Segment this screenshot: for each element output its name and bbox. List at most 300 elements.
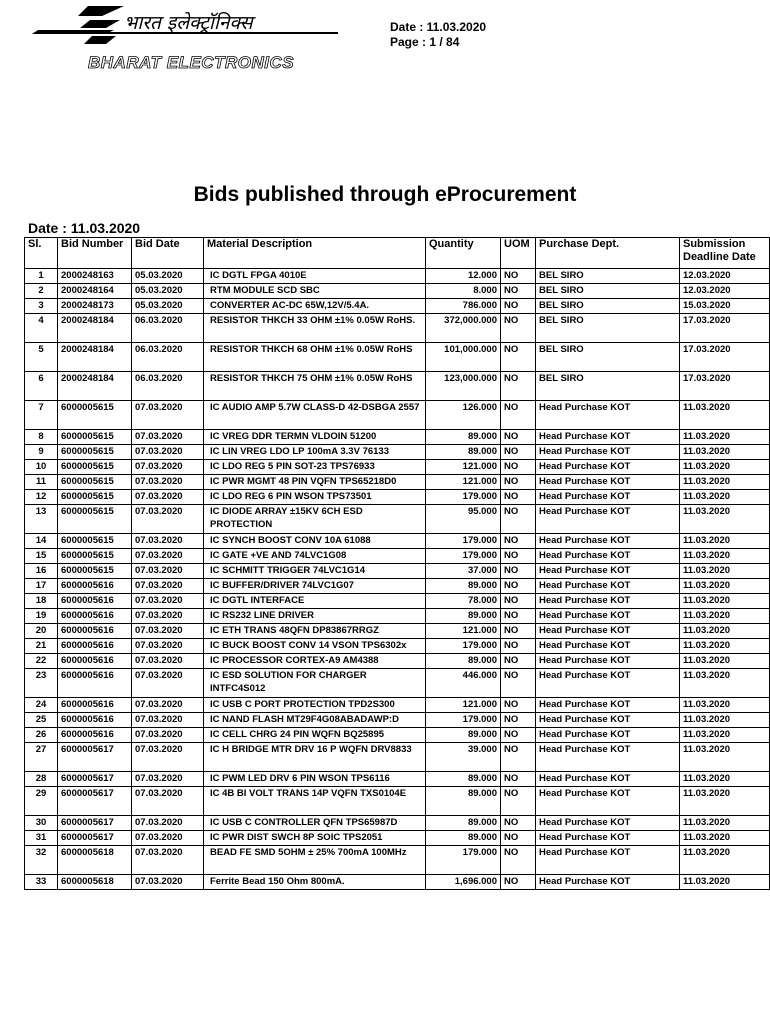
table-row <box>25 564 770 579</box>
table-row <box>25 609 770 624</box>
cell-sl: 22 <box>25 654 58 669</box>
cell-bid-date: 07.03.2020 <box>132 505 204 534</box>
cell-deadline: 11.03.2020 <box>680 816 770 831</box>
cell-bid-date: 06.03.2020 <box>132 314 204 343</box>
cell-uom: NO <box>501 654 536 669</box>
cell-sl: 21 <box>25 639 58 654</box>
cell-uom: NO <box>501 579 536 594</box>
table-row <box>25 787 770 816</box>
table-row <box>25 728 770 743</box>
cell-sl: 31 <box>25 831 58 846</box>
col-header-material-description: Material Description <box>204 238 426 269</box>
cell-quantity: 89.000 <box>426 654 501 669</box>
cell-sl: 20 <box>25 624 58 639</box>
cell-uom: NO <box>501 594 536 609</box>
cell-bid-date: 07.03.2020 <box>132 816 204 831</box>
cell-purchase-dept: Head Purchase KOT <box>536 787 680 816</box>
cell-quantity: 89.000 <box>426 579 501 594</box>
cell-purchase-dept: Head Purchase KOT <box>536 816 680 831</box>
table-row <box>25 269 770 284</box>
cell-quantity: 126.000 <box>426 401 501 430</box>
cell-material-description: IC BUCK BOOST CONV 14 VSON TPS6302x <box>204 639 426 654</box>
table-row <box>25 743 770 772</box>
cell-purchase-dept: Head Purchase KOT <box>536 401 680 430</box>
cell-quantity: 89.000 <box>426 816 501 831</box>
cell-purchase-dept: BEL SIRO <box>536 299 680 314</box>
cell-deadline: 11.03.2020 <box>680 713 770 728</box>
page-title: Bids published through eProcurement <box>193 183 577 206</box>
cell-deadline: 11.03.2020 <box>680 475 770 490</box>
cell-quantity: 37.000 <box>426 564 501 579</box>
cell-bid-number: 6000005617 <box>58 743 132 772</box>
cell-sl: 4 <box>25 314 58 343</box>
cell-bid-date: 07.03.2020 <box>132 564 204 579</box>
cell-uom: NO <box>501 698 536 713</box>
cell-bid-number: 2000248184 <box>58 314 132 343</box>
cell-uom: NO <box>501 728 536 743</box>
cell-material-description: IC USB C PORT PROTECTION TPD2S300 <box>204 698 426 713</box>
table-row <box>25 534 770 549</box>
cell-bid-number: 6000005615 <box>58 460 132 475</box>
cell-material-description: RTM MODULE SCD SBC <box>204 284 426 299</box>
cell-bid-number: 6000005616 <box>58 594 132 609</box>
cell-quantity: 179.000 <box>426 639 501 654</box>
cell-uom: NO <box>501 831 536 846</box>
cell-uom: NO <box>501 816 536 831</box>
header-page: Page : 1 / 84 <box>390 35 460 49</box>
cell-quantity: 8.000 <box>426 284 501 299</box>
cell-bid-number: 6000005616 <box>58 579 132 594</box>
table-row <box>25 594 770 609</box>
cell-quantity: 121.000 <box>426 698 501 713</box>
cell-deadline: 11.03.2020 <box>680 609 770 624</box>
cell-uom: NO <box>501 549 536 564</box>
table-row <box>25 549 770 564</box>
table-row <box>25 475 770 490</box>
cell-bid-number: 6000005618 <box>58 875 132 890</box>
col-header-purchase-dept: Purchase Dept. <box>536 238 680 269</box>
cell-purchase-dept: BEL SIRO <box>536 269 680 284</box>
cell-purchase-dept: Head Purchase KOT <box>536 594 680 609</box>
cell-purchase-dept: Head Purchase KOT <box>536 460 680 475</box>
cell-bid-number: 6000005616 <box>58 609 132 624</box>
cell-deadline: 11.03.2020 <box>680 624 770 639</box>
cell-deadline: 15.03.2020 <box>680 299 770 314</box>
cell-bid-number: 6000005616 <box>58 624 132 639</box>
cell-deadline: 11.03.2020 <box>680 401 770 430</box>
cell-quantity: 179.000 <box>426 713 501 728</box>
cell-purchase-dept: Head Purchase KOT <box>536 654 680 669</box>
cell-deadline: 12.03.2020 <box>680 269 770 284</box>
cell-bid-number: 6000005618 <box>58 846 132 875</box>
cell-deadline: 11.03.2020 <box>680 875 770 890</box>
cell-purchase-dept: Head Purchase KOT <box>536 875 680 890</box>
cell-bid-number: 6000005617 <box>58 816 132 831</box>
cell-bid-number: 6000005615 <box>58 490 132 505</box>
cell-bid-number: 6000005615 <box>58 430 132 445</box>
cell-purchase-dept: Head Purchase KOT <box>536 846 680 875</box>
cell-purchase-dept: Head Purchase KOT <box>536 713 680 728</box>
cell-deadline: 11.03.2020 <box>680 594 770 609</box>
cell-deadline: 11.03.2020 <box>680 787 770 816</box>
cell-deadline: 17.03.2020 <box>680 343 770 372</box>
cell-deadline: 11.03.2020 <box>680 445 770 460</box>
cell-bid-date: 05.03.2020 <box>132 299 204 314</box>
cell-material-description: IC PWM LED DRV 6 PIN WSON TPS6116 <box>204 772 426 787</box>
cell-sl: 11 <box>25 475 58 490</box>
cell-bid-date: 07.03.2020 <box>132 609 204 624</box>
cell-bid-number: 6000005617 <box>58 787 132 816</box>
cell-deadline: 11.03.2020 <box>680 505 770 534</box>
cell-purchase-dept: Head Purchase KOT <box>536 772 680 787</box>
cell-uom: NO <box>501 445 536 460</box>
cell-material-description: IC DIODE ARRAY ±15KV 6CH ESD PROTECTION <box>204 505 426 534</box>
cell-quantity: 89.000 <box>426 430 501 445</box>
cell-material-description: IC PROCESSOR CORTEX-A9 AM4388 <box>204 654 426 669</box>
cell-uom: NO <box>501 490 536 505</box>
cell-sl: 10 <box>25 460 58 475</box>
cell-bid-date: 07.03.2020 <box>132 430 204 445</box>
cell-uom: NO <box>501 609 536 624</box>
cell-material-description: IC H BRIDGE MTR DRV 16 P WQFN DRV8833 <box>204 743 426 772</box>
cell-sl: 14 <box>25 534 58 549</box>
cell-deadline: 11.03.2020 <box>680 639 770 654</box>
cell-deadline: 11.03.2020 <box>680 579 770 594</box>
cell-deadline: 11.03.2020 <box>680 564 770 579</box>
cell-material-description: RESISTOR THKCH 75 OHM ±1% 0.05W RoHS <box>204 372 426 401</box>
cell-bid-number: 2000248163 <box>58 269 132 284</box>
cell-material-description: IC 4B BI VOLT TRANS 14P VQFN TXS0104E <box>204 787 426 816</box>
table-row <box>25 579 770 594</box>
cell-uom: NO <box>501 787 536 816</box>
cell-bid-number: 6000005615 <box>58 549 132 564</box>
cell-bid-number: 6000005615 <box>58 445 132 460</box>
table-row <box>25 846 770 875</box>
bel-emblem-icon <box>28 6 343 76</box>
table-row <box>25 284 770 299</box>
cell-quantity: 89.000 <box>426 831 501 846</box>
cell-quantity: 89.000 <box>426 787 501 816</box>
cell-bid-date: 07.03.2020 <box>132 549 204 564</box>
cell-purchase-dept: Head Purchase KOT <box>536 549 680 564</box>
cell-bid-number: 6000005615 <box>58 534 132 549</box>
cell-quantity: 12.000 <box>426 269 501 284</box>
header-date: Date : 11.03.2020 <box>390 20 487 34</box>
cell-purchase-dept: BEL SIRO <box>536 372 680 401</box>
cell-uom: NO <box>501 743 536 772</box>
cell-bid-number: 6000005617 <box>58 831 132 846</box>
table-row <box>25 445 770 460</box>
cell-deadline: 11.03.2020 <box>680 430 770 445</box>
cell-bid-number: 6000005616 <box>58 669 132 698</box>
cell-sl: 1 <box>25 269 58 284</box>
cell-purchase-dept: BEL SIRO <box>536 284 680 299</box>
cell-material-description: IC ESD SOLUTION FOR CHARGER INTFC4S012 <box>204 669 426 698</box>
cell-sl: 30 <box>25 816 58 831</box>
cell-material-description: IC DGTL INTERFACE <box>204 594 426 609</box>
cell-sl: 8 <box>25 430 58 445</box>
cell-material-description: IC LIN VREG LDO LP 100mA 3.3V 76133 <box>204 445 426 460</box>
cell-material-description: IC AUDIO AMP 5.7W CLASS-D 42-DSBGA 2557 <box>204 401 426 430</box>
cell-bid-number: 6000005617 <box>58 772 132 787</box>
table-row <box>25 698 770 713</box>
cell-bid-date: 07.03.2020 <box>132 460 204 475</box>
cell-material-description: IC RS232 LINE DRIVER <box>204 609 426 624</box>
cell-quantity: 1,696.000 <box>426 875 501 890</box>
cell-deadline: 11.03.2020 <box>680 534 770 549</box>
cell-bid-number: 6000005616 <box>58 728 132 743</box>
bel-logo <box>28 6 343 76</box>
cell-bid-date: 07.03.2020 <box>132 875 204 890</box>
col-header-bid-date: Bid Date <box>132 238 204 269</box>
cell-bid-date: 07.03.2020 <box>132 639 204 654</box>
cell-uom: NO <box>501 284 536 299</box>
table-row <box>25 669 770 698</box>
table-row <box>25 639 770 654</box>
cell-bid-number: 6000005615 <box>58 564 132 579</box>
cell-material-description: Ferrite Bead 150 Ohm 800mA. <box>204 875 426 890</box>
cell-sl: 9 <box>25 445 58 460</box>
col-header-quantity: Quantity <box>426 238 501 269</box>
cell-material-description: IC BUFFER/DRIVER 74LVC1G07 <box>204 579 426 594</box>
table-row <box>25 831 770 846</box>
cell-material-description: IC DGTL FPGA 4010E <box>204 269 426 284</box>
cell-purchase-dept: BEL SIRO <box>536 343 680 372</box>
cell-sl: 2 <box>25 284 58 299</box>
cell-uom: NO <box>501 460 536 475</box>
cell-uom: NO <box>501 669 536 698</box>
cell-bid-number: 6000005615 <box>58 505 132 534</box>
cell-bid-date: 07.03.2020 <box>132 654 204 669</box>
cell-purchase-dept: Head Purchase KOT <box>536 430 680 445</box>
cell-uom: NO <box>501 564 536 579</box>
cell-quantity: 121.000 <box>426 475 501 490</box>
table-row <box>25 299 770 314</box>
cell-bid-date: 07.03.2020 <box>132 698 204 713</box>
cell-bid-date: 07.03.2020 <box>132 743 204 772</box>
table-row <box>25 654 770 669</box>
cell-bid-number: 6000005616 <box>58 654 132 669</box>
cell-purchase-dept: Head Purchase KOT <box>536 698 680 713</box>
cell-uom: NO <box>501 713 536 728</box>
cell-material-description: IC NAND FLASH MT29F4G08ABADAWP:D <box>204 713 426 728</box>
cell-bid-number: 2000248173 <box>58 299 132 314</box>
cell-deadline: 11.03.2020 <box>680 846 770 875</box>
cell-quantity: 179.000 <box>426 846 501 875</box>
cell-purchase-dept: Head Purchase KOT <box>536 609 680 624</box>
cell-material-description: IC GATE +VE AND 74LVC1G08 <box>204 549 426 564</box>
logo-hindi-text: भारत इलेक्ट्रॉनिक्स <box>124 12 253 34</box>
cell-sl: 23 <box>25 669 58 698</box>
cell-sl: 3 <box>25 299 58 314</box>
cell-purchase-dept: Head Purchase KOT <box>536 624 680 639</box>
cell-material-description: IC VREG DDR TERMN VLDOIN 51200 <box>204 430 426 445</box>
cell-bid-date: 07.03.2020 <box>132 787 204 816</box>
table-row <box>25 401 770 430</box>
table-row <box>25 816 770 831</box>
table-row <box>25 314 770 343</box>
cell-sl: 7 <box>25 401 58 430</box>
cell-quantity: 179.000 <box>426 490 501 505</box>
cell-bid-number: 6000005615 <box>58 475 132 490</box>
cell-bid-date: 07.03.2020 <box>132 401 204 430</box>
cell-quantity: 179.000 <box>426 534 501 549</box>
cell-material-description: IC SCHMITT TRIGGER 74LVC1G14 <box>204 564 426 579</box>
cell-purchase-dept: Head Purchase KOT <box>536 490 680 505</box>
cell-uom: NO <box>501 430 536 445</box>
logo-english-text: BHARAT ELECTRONICS <box>88 53 295 72</box>
table-row <box>25 875 770 890</box>
cell-material-description: IC PWR DIST SWCH 8P SOIC TPS2051 <box>204 831 426 846</box>
cell-purchase-dept: Head Purchase KOT <box>536 445 680 460</box>
cell-bid-date: 07.03.2020 <box>132 594 204 609</box>
cell-deadline: 11.03.2020 <box>680 490 770 505</box>
cell-quantity: 101,000.000 <box>426 343 501 372</box>
cell-bid-date: 07.03.2020 <box>132 490 204 505</box>
cell-uom: NO <box>501 372 536 401</box>
cell-sl: 32 <box>25 846 58 875</box>
cell-material-description: IC LDO REG 5 PIN SOT-23 TPS76933 <box>204 460 426 475</box>
cell-deadline: 11.03.2020 <box>680 549 770 564</box>
cell-quantity: 372,000.000 <box>426 314 501 343</box>
cell-bid-number: 6000005616 <box>58 698 132 713</box>
cell-uom: NO <box>501 314 536 343</box>
cell-uom: NO <box>501 846 536 875</box>
cell-uom: NO <box>501 639 536 654</box>
cell-quantity: 95.000 <box>426 505 501 534</box>
cell-quantity: 39.000 <box>426 743 501 772</box>
cell-sl: 33 <box>25 875 58 890</box>
page-meta <box>390 20 486 50</box>
cell-bid-date: 07.03.2020 <box>132 846 204 875</box>
cell-uom: NO <box>501 772 536 787</box>
cell-material-description: IC SYNCH BOOST CONV 10A 61088 <box>204 534 426 549</box>
cell-sl: 28 <box>25 772 58 787</box>
cell-bid-date: 07.03.2020 <box>132 579 204 594</box>
cell-sl: 19 <box>25 609 58 624</box>
cell-uom: NO <box>501 534 536 549</box>
cell-material-description: CONVERTER AC-DC 65W,12V/5.4A. <box>204 299 426 314</box>
cell-bid-number: 6000005615 <box>58 401 132 430</box>
cell-bid-date: 05.03.2020 <box>132 284 204 299</box>
cell-purchase-dept: Head Purchase KOT <box>536 743 680 772</box>
table-row <box>25 430 770 445</box>
cell-material-description: IC ETH TRANS 48QFN DP83867RRGZ <box>204 624 426 639</box>
cell-bid-number: 2000248164 <box>58 284 132 299</box>
cell-material-description: IC PWR MGMT 48 PIN VQFN TPS65218D0 <box>204 475 426 490</box>
cell-quantity: 786.000 <box>426 299 501 314</box>
cell-material-description: BEAD FE SMD 5OHM ± 25% 700mA 100MHz <box>204 846 426 875</box>
cell-sl: 15 <box>25 549 58 564</box>
cell-uom: NO <box>501 624 536 639</box>
table-row <box>25 490 770 505</box>
cell-deadline: 17.03.2020 <box>680 372 770 401</box>
cell-bid-date: 07.03.2020 <box>132 475 204 490</box>
cell-sl: 17 <box>25 579 58 594</box>
cell-sl: 5 <box>25 343 58 372</box>
cell-deadline: 11.03.2020 <box>680 831 770 846</box>
cell-purchase-dept: Head Purchase KOT <box>536 505 680 534</box>
cell-uom: NO <box>501 269 536 284</box>
cell-deadline: 11.03.2020 <box>680 669 770 698</box>
cell-purchase-dept: Head Purchase KOT <box>536 564 680 579</box>
cell-deadline: 11.03.2020 <box>680 743 770 772</box>
cell-deadline: 11.03.2020 <box>680 654 770 669</box>
cell-material-description: IC CELL CHRG 24 PIN WQFN BQ25895 <box>204 728 426 743</box>
report-date: Date : 11.03.2020 <box>28 220 141 236</box>
cell-quantity: 89.000 <box>426 728 501 743</box>
cell-quantity: 121.000 <box>426 624 501 639</box>
cell-bid-date: 07.03.2020 <box>132 669 204 698</box>
col-header-uom: UOM <box>501 238 536 269</box>
cell-purchase-dept: Head Purchase KOT <box>536 831 680 846</box>
cell-bid-date: 05.03.2020 <box>132 269 204 284</box>
cell-uom: NO <box>501 875 536 890</box>
cell-sl: 29 <box>25 787 58 816</box>
cell-deadline: 11.03.2020 <box>680 460 770 475</box>
cell-uom: NO <box>501 475 536 490</box>
col-header-submission-deadline: Submission Deadline Date <box>680 238 770 269</box>
cell-bid-date: 07.03.2020 <box>132 624 204 639</box>
cell-material-description: RESISTOR THKCH 68 OHM ±1% 0.05W RoHS <box>204 343 426 372</box>
cell-bid-date: 07.03.2020 <box>132 713 204 728</box>
cell-deadline: 11.03.2020 <box>680 772 770 787</box>
table-row <box>25 372 770 401</box>
cell-bid-number: 2000248184 <box>58 343 132 372</box>
cell-quantity: 121.000 <box>426 460 501 475</box>
cell-purchase-dept: BEL SIRO <box>536 314 680 343</box>
cell-bid-date: 06.03.2020 <box>132 372 204 401</box>
cell-material-description: RESISTOR THKCH 33 OHM ±1% 0.05W RoHS. <box>204 314 426 343</box>
table-row <box>25 713 770 728</box>
cell-sl: 18 <box>25 594 58 609</box>
cell-sl: 16 <box>25 564 58 579</box>
cell-purchase-dept: Head Purchase KOT <box>536 669 680 698</box>
cell-deadline: 12.03.2020 <box>680 284 770 299</box>
cell-sl: 27 <box>25 743 58 772</box>
cell-sl: 24 <box>25 698 58 713</box>
cell-uom: NO <box>501 505 536 534</box>
table-row <box>25 772 770 787</box>
cell-quantity: 89.000 <box>426 772 501 787</box>
cell-bid-date: 07.03.2020 <box>132 534 204 549</box>
cell-quantity: 123,000.000 <box>426 372 501 401</box>
table-row <box>25 343 770 372</box>
col-header-sl: Sl. <box>25 238 58 269</box>
cell-uom: NO <box>501 343 536 372</box>
cell-material-description: IC LDO REG 6 PIN WSON TPS73501 <box>204 490 426 505</box>
cell-quantity: 179.000 <box>426 549 501 564</box>
cell-purchase-dept: Head Purchase KOT <box>536 728 680 743</box>
bids-table <box>24 237 770 890</box>
cell-uom: NO <box>501 401 536 430</box>
cell-bid-date: 07.03.2020 <box>132 445 204 460</box>
col-header-bid-number: Bid Number <box>58 238 132 269</box>
cell-quantity: 89.000 <box>426 609 501 624</box>
cell-sl: 26 <box>25 728 58 743</box>
cell-deadline: 11.03.2020 <box>680 698 770 713</box>
cell-deadline: 17.03.2020 <box>680 314 770 343</box>
cell-bid-number: 6000005616 <box>58 639 132 654</box>
cell-sl: 25 <box>25 713 58 728</box>
cell-material-description: IC USB C CONTROLLER QFN TPS65987D <box>204 816 426 831</box>
cell-deadline: 11.03.2020 <box>680 728 770 743</box>
cell-quantity: 89.000 <box>426 445 501 460</box>
cell-purchase-dept: Head Purchase KOT <box>536 579 680 594</box>
table-row <box>25 624 770 639</box>
cell-bid-number: 2000248184 <box>58 372 132 401</box>
cell-sl: 12 <box>25 490 58 505</box>
